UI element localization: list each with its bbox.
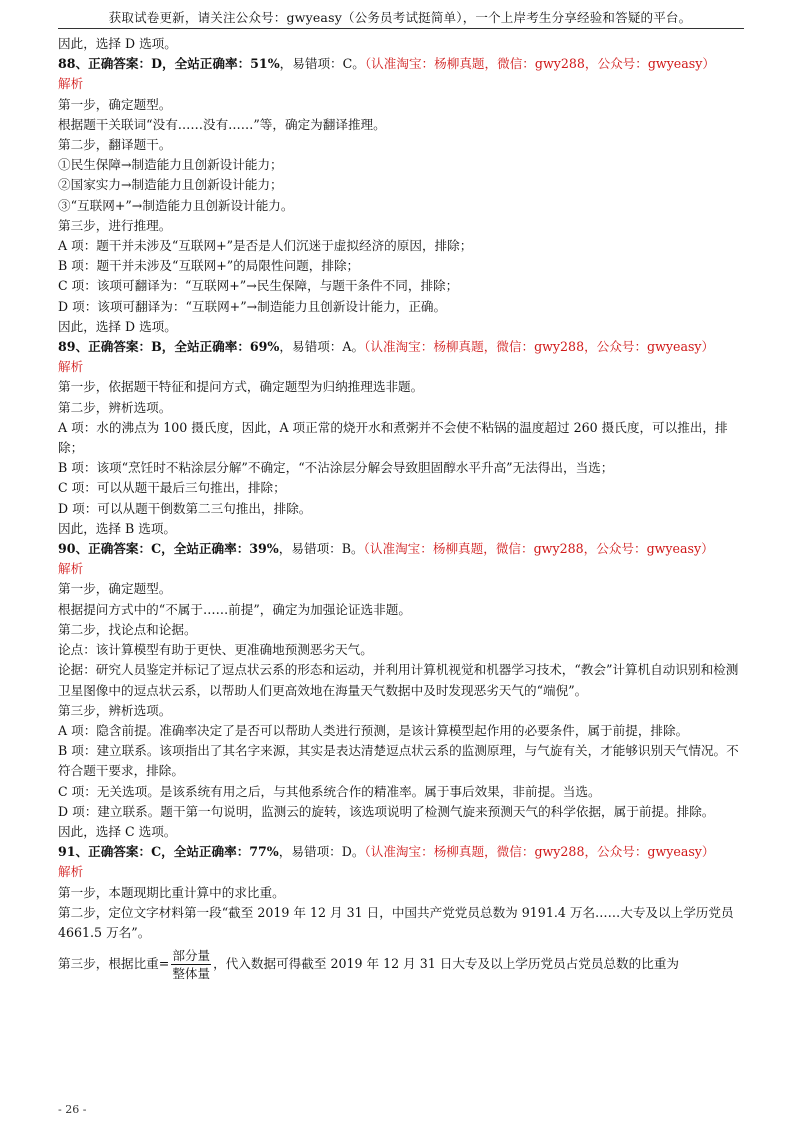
analysis-line: D 项：建立联系。题干第一句说明，监测云的旋转，该选项说明了检测气旋来预测天气的科学依据，属于前提。排除。 [58, 803, 715, 819]
analysis-line: 根据提问方式中的“不属于……前提”，确定为加强论证选非题。 [58, 601, 411, 617]
fraction [171, 947, 211, 982]
page-content [58, 34, 748, 982]
analysis-line: 第二步，找论点和论据。 [58, 621, 197, 637]
answer-header [58, 54, 748, 74]
page-header: 获取试卷更新，请关注公众号：gwyeasy（公务员考试挺简单），一个上岸考生分享经验和答疑的平台。 [108, 10, 692, 25]
analysis-line: B 项：建立联系。该项指出了其名字来源，其实是表达清楚逗点状云系的监测原理，与气旋有关，才能够识别天气情况。不符合题干要求，排除。 [58, 743, 739, 779]
accuracy-label: ，全站正确率： [161, 541, 250, 557]
analysis-heading: 解析 [58, 864, 84, 880]
analysis-line: 论点：该计算模型有助于更快、更准确地预测恶劣天气。 [58, 642, 373, 658]
analysis-line: A 项：隐含前提。准确率决定了是否可以帮助人类进行预测，是该计算模型起作用的必要条件，属于前提，排除。 [58, 722, 689, 738]
analysis-line: 因此，选择 B 选项。 [58, 520, 177, 536]
analysis-line: 根据题干关联词“没有……没有……”等，确定为翻译推理。 [58, 116, 386, 132]
question-block [58, 337, 748, 539]
error-prone-option: ，易错项：C。 [279, 56, 365, 72]
fraction-denominator: 整体量 [172, 966, 211, 982]
analysis-line: 第二步，定位文字材料第一段“截至 2019 年 12 月 31 日，中国共产党党员总数为 9191.4 万名……大专及以上学历党员 4661.5 万名”。 [58, 904, 734, 940]
question-block [58, 539, 748, 842]
intro-conclusion: 因此，选择 D 选项。 [58, 36, 177, 51]
analysis-line: 第三步，辨析选项。 [58, 702, 172, 718]
answer-value: C [151, 844, 162, 860]
analysis-line: ②国家实力→制造能力且创新设计能力； [58, 177, 283, 193]
analysis-line: B 项：该项“烹饪时不粘涂层分解”不确定，“不沾涂层分解会导致胆固醇水平升高”无法得出，当选； [58, 460, 614, 476]
analysis-line: C 项：该项可翻译为：“互联网+”→民生保障，与题干条件不同，排除； [58, 278, 459, 294]
fraction-numerator: 部分量 [172, 948, 211, 964]
analysis-line: 因此，选择 C 选项。 [58, 823, 177, 839]
source-notice: （认准淘宝：杨柳真题，微信：gwy288，公众号：gwyeasy） [364, 844, 715, 860]
error-prone-option: ，易错项：D。 [278, 844, 365, 860]
answer-header [58, 337, 748, 357]
source-notice: （认准淘宝：杨柳真题，微信：gwy288，公众号：gwyeasy） [364, 56, 715, 72]
analysis-line: 第一步，确定题型。 [58, 581, 172, 597]
question-list [58, 54, 748, 982]
answer-label: 89、正确答案： [58, 339, 152, 355]
analysis-line: D 项：该项可翻译为：“互联网+”→制造能力且创新设计能力，正确。 [58, 298, 447, 314]
answer-value: D [151, 56, 163, 72]
page-number: - 26 - [58, 1103, 87, 1116]
analysis-heading: 解析 [58, 76, 84, 92]
accuracy-label: ，全站正确率： [161, 844, 250, 860]
question-block [58, 842, 748, 982]
answer-label: 88、正确答案： [58, 56, 152, 72]
accuracy-value: 39% [249, 541, 279, 557]
analysis-line: 因此，选择 D 选项。 [58, 318, 177, 334]
analysis-heading: 解析 [58, 561, 84, 577]
formula-prefix: 第三步，根据比重= [58, 956, 170, 972]
accuracy-label: ，全站正确率： [162, 56, 251, 72]
analysis-line: 第一步，确定题型。 [58, 96, 172, 112]
analysis-line: A 项：水的沸点为 100 摄氏度，因此，A 项正常的烧开水和煮粥并不会使不粘锅的温度超过 260 摄氏度，可以推出，排除； [58, 419, 728, 456]
answer-value: B [151, 339, 162, 355]
accuracy-label: ，全站正确率： [161, 339, 250, 355]
analysis-line: ①民生保障→制造能力且创新设计能力； [58, 157, 283, 173]
answer-header [58, 842, 748, 862]
analysis-line: 第一步，本题现期比重计算中的求比重。 [58, 884, 285, 900]
analysis-line: D 项：可以从题干倒数第二三句推出，排除。 [58, 500, 312, 516]
answer-label: 91、正确答案： [58, 844, 152, 860]
accuracy-value: 69% [249, 339, 280, 355]
answer-header [58, 539, 748, 559]
accuracy-value: 77% [249, 844, 279, 860]
analysis-line: 第二步，翻译题干。 [58, 137, 172, 153]
analysis-line: A 项：题干并未涉及“互联网+”是否是人们沉迷于虚拟经济的原因，排除； [58, 238, 473, 254]
analysis-line: C 项：无关选项。是该系统有用之后，与其他系统合作的精准率。属于事后效果，非前提。当选。 [58, 783, 601, 799]
question-block [58, 54, 748, 337]
formula-suffix: ，代入数据可得截至 2019 年 12 月 31 日大专及以上学历党员占党员总数的比重为 [213, 956, 680, 972]
analysis-line: ③“互联网+”→制造能力且创新设计能力。 [58, 197, 294, 213]
accuracy-value: 51% [250, 56, 280, 72]
header-divider [58, 28, 744, 29]
analysis-line: 论据：研究人员鉴定并标记了逗点状云系的形态和运动，并利用计算机视觉和机器学习技术，“教会”计算机自动识别和检测卫星图像中的逗点状云系，以帮助人们更高效地在海量天气数据中及时发现恶劣天气的“端倪”。 [58, 662, 739, 698]
answer-value: C [151, 541, 162, 557]
error-prone-option: ，易错项：B。 [278, 541, 364, 557]
analysis-line: 第三步，进行推理。 [58, 217, 172, 233]
source-notice: （认准淘宝：杨柳真题，微信：gwy288，公众号：gwyeasy） [363, 541, 714, 557]
analysis-line: C 项：可以从题干最后三句推出，排除； [58, 480, 286, 496]
analysis-line: 第二步，辨析选项。 [58, 399, 172, 415]
analysis-line: 第一步，依据题干特征和提问方式，确定题型为归纳推理选非题。 [58, 379, 424, 395]
analysis-line: B 项：题干并未涉及“互联网+”的局限性问题，排除； [58, 258, 360, 274]
source-notice: （认准淘宝：杨柳真题，微信：gwy288，公众号：gwyeasy） [364, 339, 715, 355]
analysis-heading: 解析 [58, 359, 84, 375]
answer-label: 90、正确答案： [58, 541, 152, 557]
error-prone-option: ，易错项：A。 [279, 339, 365, 355]
formula-line [58, 947, 748, 982]
